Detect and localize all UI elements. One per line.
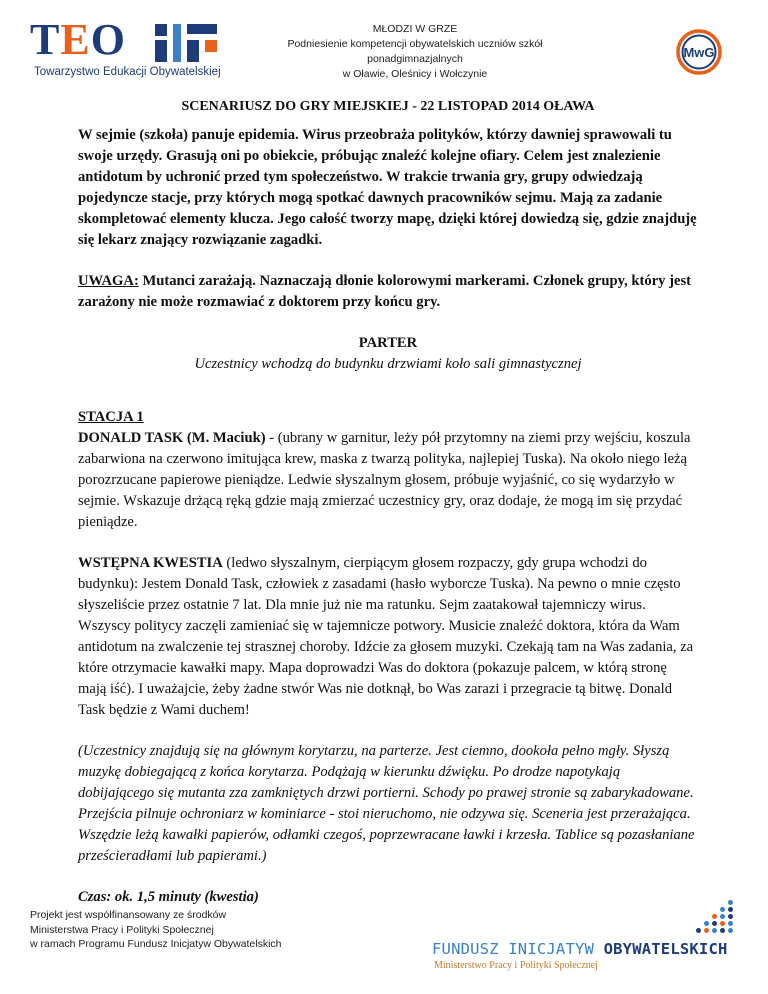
project-header [250, 22, 580, 82]
floor-subtitle: Uczestnicy wchodzą do budynku drzwiami koło sali gimnastycznej [194, 356, 582, 372]
character-name: DONALD TASK (M. Maciuk) [78, 430, 266, 446]
funding-line-2: Ministerstwa Pracy i Polityki Społecznej [30, 923, 214, 936]
scene-description: (Uczestnicy znajdują się na głównym korytarzu, na parterze. Jest ciemno, dookoła pełno mgły. Słyszą muzykę dobiegającą z końca korytarza. Podążają w kierunku dźwięku. Po drodze napotykają dobijającego się mutanta zza zamkniętych drzwi portierni. Schody po prawej stronie są zabarykadowane. Przejścia pilnuje ochroniarz w kominiarce - stoi nieruchomo, nie odzywa się. Sceneria jest przerażająca. Wszędzie leżą kawałki papierów, odłamki czegoś, poprzewracane ławki i krzesła. Tablice są pozasłaniane prześcieradłami lub papierami.) [78, 743, 695, 864]
fio-title-part-2: OBYWATELSKICH [603, 940, 728, 958]
funding-note [30, 908, 282, 952]
station-heading: STACJA 1 [78, 409, 144, 425]
header-line-2: Podniesienie kompetencji obywatelskich uczniów szkół ponadgimnazjalnych [287, 38, 543, 65]
floor-heading: PARTER [358, 335, 418, 351]
warning-paragraph [78, 271, 698, 313]
scenario-content [78, 96, 698, 908]
mwg-logo [676, 29, 722, 75]
fio-logo [432, 900, 742, 980]
character-description: - (ubrany w garnitur, leży pół przytomny na ziemi przy wejściu, koszula zabarwiona na czerwono imitująca krew, maska z twarzą polityka, najlepiej Tuska). Na około niego leżą porozrzucane papierowe pieniądze. Ledwie słyszalnym głosem, próbuje wyjaśnić, co się wydarzyło w sejmie. Wskazuje drżącą ręką gdzie mają zmierzać uczestnicy gry, oraz dodaje, że mogą im się przydać pieniądze. [78, 430, 691, 530]
teo-logo-subtitle: Towarzystwo Edukacji Obywatelskiej [34, 66, 221, 78]
fio-title [432, 940, 728, 958]
funding-line-3: w ramach Programu Fundusz Inicjatyw Obywatelskich [30, 938, 282, 950]
fio-title-part-1: FUNDUSZ INICJATYW [432, 940, 595, 958]
funding-line-1: Projekt jest współfinansowany ze środków [30, 909, 227, 921]
duration-note: Czas: ok. 1,5 minuty (kwestia) [78, 889, 259, 905]
opening-line-text: (ledwo słyszalnym, cierpiącym głosem rozpaczy, gdy grupa wchodzi do budynku): Jestem Donald Task, człowiek z zasadami (hasło wyborcze Tuska). Na pewno o mnie często słyszeliście przez ostatnie 7 lat. Dla mnie już nie ma ratunku. Sejm zaatakował tajemniczy wirus. Wszyscy politycy zaczęli zamieniać się w tajemnicze potwory. Musicie znaleźć doktora, która da Wam antidotum na zwalczenie tej strasznej choroby. Idźcie za głosem muzyki. Czekają tam na Was zadania, za które otrzymacie kawałki mapy. Mapa doprowadzi Was do doktora (pokazuje palcem, w którą stronę mają iść). I uważajcie, żeby żadne stwór Was nie dotknął, bo Was zarazi i przegracie tą bitwę. Donald Task będzie z Wami duchem! [78, 555, 694, 718]
warning-text: Mutanci zarażają. Naznaczają dłonie kolorowymi markerami. Członek grupy, który jest zarażony nie może rozmawiać z doktorem przy końcu gry. [78, 273, 692, 310]
header-line-1: MŁODZI W GRZE [372, 23, 458, 35]
fio-subtitle: Ministerstwo Pracy i Polityki Społecznej [434, 960, 598, 971]
svg-text:MwG: MwG [683, 45, 715, 60]
intro-paragraph: W sejmie (szkoła) panuje epidemia. Wirus przeobraża polityków, którzy dawniej sprawowali tu swoje urzędy. Grasują oni po obiekcie, próbując znaleźć kolejne ofiary. Celem jest znalezienie antidotum by uchronić przed tym społeczeństwo. W trakcie trwania gry, grupy odwiedzają pojedyncze stacje, przy których mogą spotkać dawnych pracowników sejmu. Mają za zadanie skompletować elementy klucza. Jego całość tworzy mapę, dzięki której dowiedzą się, gdzie znajduję się lekarz znający rozwiązanie zagadki. [78, 127, 697, 248]
teo-logo-letters: TEO [30, 15, 126, 64]
opening-line-label: WSTĘPNA KWESTIA [78, 555, 223, 571]
station-description [78, 428, 698, 533]
teo-logo [30, 15, 245, 78]
document-title: SCENARIUSZ DO GRY MIEJSKIEJ - 22 LISTOPAD 2014 OŁAWA [181, 99, 595, 114]
opening-line-paragraph [78, 553, 698, 721]
header-line-3: w Oławie, Oleśnicy i Wołczynie [342, 68, 488, 80]
warning-label: UWAGA: [78, 273, 139, 289]
